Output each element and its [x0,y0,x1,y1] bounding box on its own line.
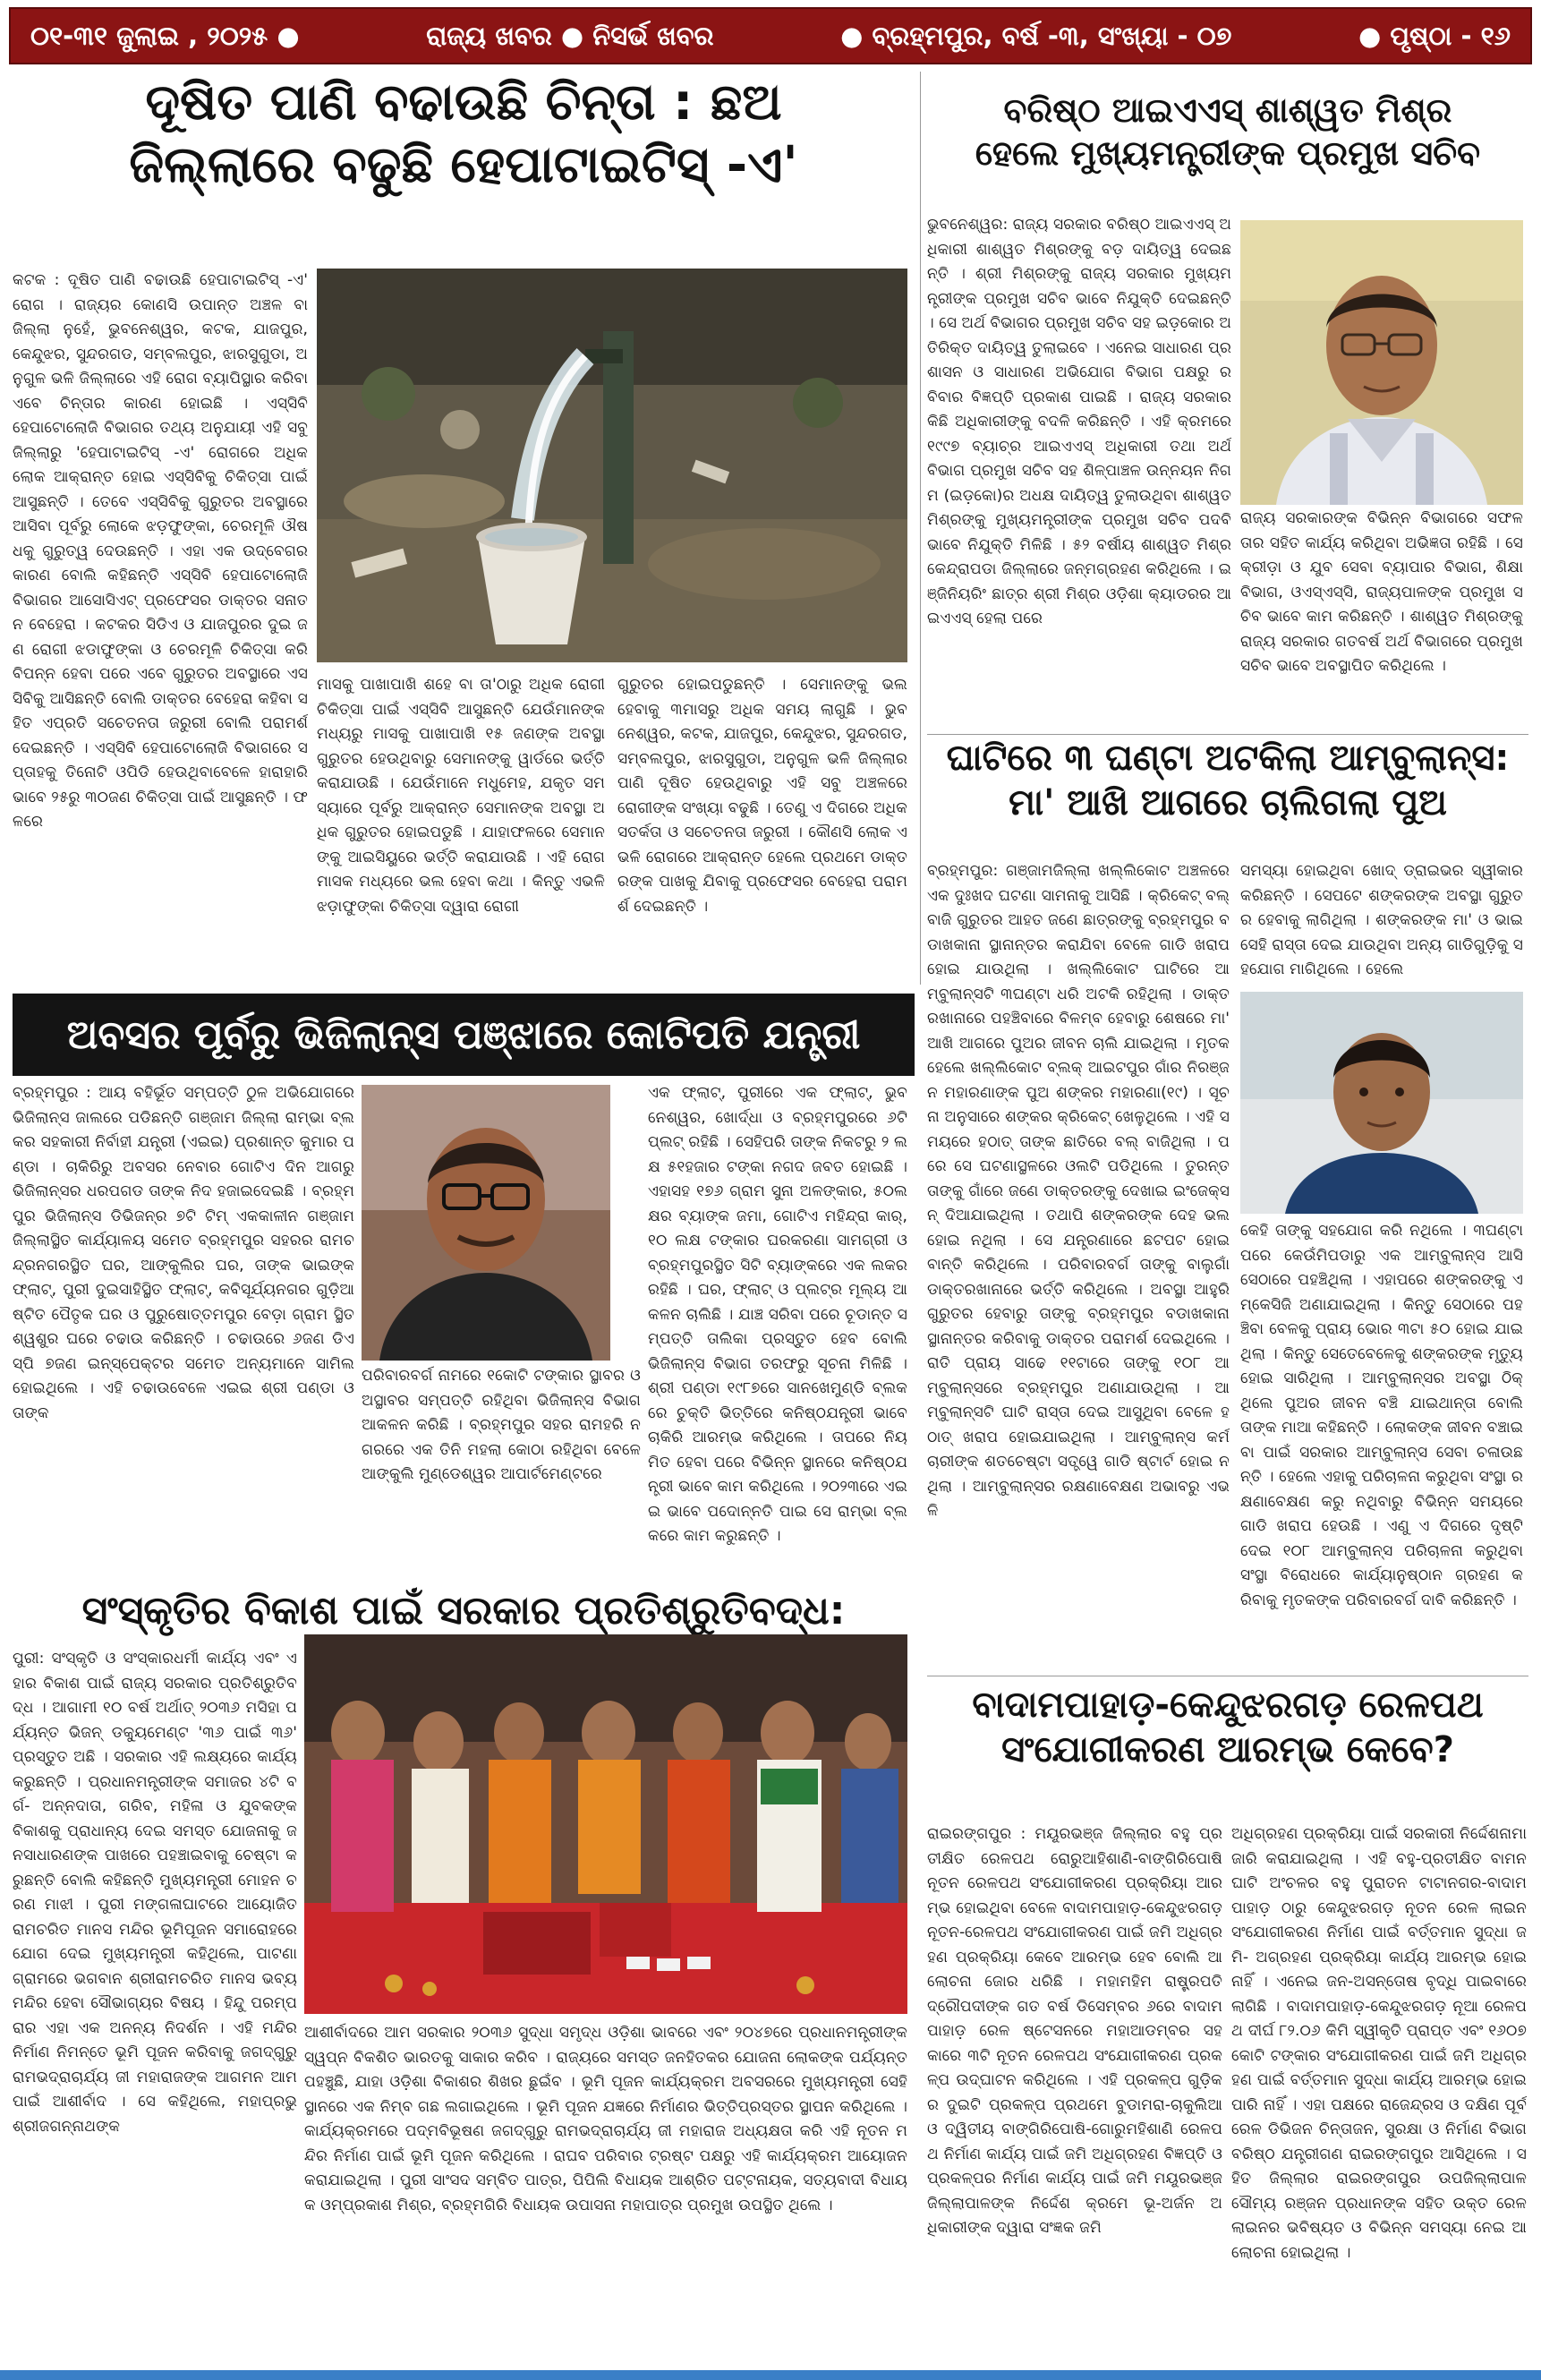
story2-body: ଭୁବନେଶ୍ୱର: ରାଜ୍ୟ ସରକାର ବରିଷ୍ଠ ଆଇଏଏସ୍ ଅଧିକାରୀ ଶାଶ୍ୱତ ମିଶ୍ରଙ୍କୁ ବଡ଼ ଦାୟିତ୍ୱ ଦେଇଛନ୍ତି । ଶ୍ରୀ ମିଶ୍ରଙ୍କୁ ରାଜ୍ୟ ସରକାର ମୁଖ୍ୟମନ୍ତ୍ରୀଙ୍କ ପ୍ରମୁଖ ସଚିବ ଭାବେ ନିଯୁକ୍ତି ଦେଇଛନ୍ତି । ସେ ଅର୍ଥ ବିଭାଗର ପ୍ରମୁଖ ସଚିବ ସହ ଇଡ଼କୋର ଅତିରିକ୍ତ ଦାୟିତ୍ୱ ତୁଲାଇବେ । ଏନେଇ ସାଧାରଣ ପ୍ରଶାସନ ଓ ସାଧାରଣ ଅଭିଯୋଗ ବିଭାଗ ପକ୍ଷରୁ ରବିବାର ବିଜ୍ଞପ୍ତି ପ୍ରକାଶ ପାଇଛି । ରାଜ୍ୟ ସରକାର କିଛି ଅଧିକାରୀଙ୍କୁ ବଦଳି କରିଛନ୍ତି । ଏହି କ୍ରମରେ ୧୯୯୭ ବ୍ୟାଚ୍‌ର ଆଇଏଏସ୍ ଅଧିକାରୀ ତଥା ଅର୍ଥ ବିଭାଗ ପ୍ରମୁଖ ସଚିବ ସହ ଶିଳ୍ପାଞ୍ଚଳ ଉନ୍ନୟନ ନିଗମ (ଇଡ଼କୋ)ର ଅଧକ୍ଷ ଦାୟିତ୍ୱ ତୁଲାଉଥିବା ଶାଶ୍ୱତ ମିଶ୍ରଙ୍କୁ ମୁଖ୍ୟମନ୍ତ୍ରୀଙ୍କ ପ୍ରମୁଖ ସଚିବ ପଦବି ଭାବେ ନିଯୁକ୍ତି ମିଳିଛି । ୫୨ ବର୍ଷୀୟ ଶାଶ୍ୱତ ମିଶ୍ର କେନ୍ଦ୍ରାପଡା ଜିଲ୍ଲାରେ ଜନ୍ମଗ୍ରହଣ କରିଥିଲେ । ଇଞ୍ଜିନିୟରିଂ ଛାତ୍ର ଶ୍ରୀ ମିଶ୍ର ଓଡ଼ିଶା କ୍ୟାଡରର ଆଇଏଏସ୍ ହେଲା ପରେ [927,216,1231,627]
story2-headline-line2: ହେଲେ ମୁଖ୍ୟମନ୍ତ୍ରୀଙ୍କ ପ୍ରମୁଖ ସଚିବ [975,132,1481,173]
water-tap-illustration [317,269,907,662]
masthead-sections: ରାଜ୍ୟ ଖବର ● ନିସର୍ଭ ଖବର [426,20,714,51]
column-divider [920,72,921,985]
story3-headline-line1: ଘାଟିରେ ୩ ଘଣ୍ଟା ଅଟକିଲା ଆମ୍ବୁଲାନ୍ସ: [946,738,1510,779]
story2-bottom-rule [927,734,1528,735]
story1-photo-water-tap [317,269,907,662]
story2-headline [927,90,1528,175]
portrait-engineer-illustration [362,1085,610,1361]
portrait-boy-illustration [1240,992,1523,1214]
story6-headline-line1: ବାଦାମପାହାଡ଼-କେନ୍ଦୁଝରଗଡ଼ ରେଳପଥ [972,1685,1484,1726]
masthead-date: ୦୧-୩୧ ଜୁଲାଇ , ୨୦୨୫ ● [30,20,300,51]
story3-column-2-bottom: କେହି ତାଙ୍କୁ ସହଯୋଗ କରି ନଥିଲେ । ୩ଘଣ୍ଟା ପରେ କେଉଁମିପଡାରୁ ଏକ ଆମ୍ବୁଲାନ୍ସ ଆସି ସେଠାରେ ପହଞ୍ଚିଥିଲା । ଏହାପରେ ଶଙ୍କରଙ୍କୁ ଏମ୍‌କେସିଜି ଅଣାଯାଇଥିଲା । କିନ୍ତୁ ସେଠାରେ ପହଞ୍ଚିବା ବେଳକୁ ପ୍ରାୟ ଭୋର ୩ଟା ୫୦ ହୋଇ ଯାଇଥିଲା । କିନ୍ତୁ ସେତେବେଳେକୁ ଶଙ୍କରଙ୍କ ମୃତ୍ୟୁ ହୋଇ ସାରିଥିଲା । ଆମ୍ବୁଲାନ୍ସର ଅବସ୍ଥା ଠିକ୍ ଥିଲେ ପୁଅର ଜୀବନ ବଞ୍ଚି ଯାଇଥାନ୍ତା ବୋଲି ତାଙ୍କ ମାଆ କହିଛନ୍ତି । ଲୋକଙ୍କ ଜୀବନ ବଞ୍ଚାଇବା ପାଇଁ ସରକାର ଆମ୍ବୁଲାନ୍ସ ସେବା ଚଳାଉଛନ୍ତି । ହେଲେ ଏହାକୁ ପରିଚାଳନା କରୁଥିବା ସଂସ୍ଥା ରକ୍ଷଣାବେକ୍ଷଣ କରୁ ନଥିବାରୁ ବିଭିନ୍ନ ସମୟରେ ଗାଡି ଖରାପ ହେଉଛି । ଏଣୁ ଏ ଦିଗରେ ଦୃଷ୍ଟି ଦେଇ ୧୦୮ ଆମ୍ବୁଲାନ୍ସ ପରିଚାଳନା କରୁଥିବା ସଂସ୍ଥା ବିରୋଧରେ କାର୍ଯ୍ୟାନୁଷ୍ଠାନ ଗ୍ରହଣ କରିବାକୁ ମୃତକଙ୍କ ପରିବାରବର୍ଗ ଦାବି କରିଛନ୍ତି । [1240,1222,1523,1609]
story3-column-2-top: ସମସ୍ୟା ହୋଇଥିବା ଖୋଦ୍ ଡ୍ରାଇଭର ସ୍ୱୀକାର କରିଛନ୍ତି । ସେପଟେ ଶଙ୍କରଙ୍କ ଅବସ୍ଥା ଗୁରୁତର ହେବାକୁ ଲାଗିଥିଲା । ଶଙ୍କରଙ୍କ ମା' ଓ ଭାଇ ସେହି ରାସ୍ତା ଦେଇ ଯାଉଥିବା ଅନ୍ୟ ଗାଡିଗୁଡ଼ିକୁ ସହଯୋଗ ମାଗିଥିଲେ । ହେଲେ [1240,862,1523,978]
story3-headline-line2: ମା' ଆଖି ଆଗରେ ଚାଲିଗଲା ପୁଅ [1009,782,1447,823]
story5-photo-ceremony [304,1634,907,2014]
story2-photo-portrait [1240,220,1523,505]
masthead-place: ● ବ୍ରହ୍ମପୁର, ବର୍ଷ -୩, ସଂଖ୍ୟା - ୦୭ [840,20,1232,51]
story1-headline-line1: ଦୂଷିତ ପାଣି ବଢାଉଛି ଚିନ୍ତା : ଛଅ [145,73,782,132]
story3-column-1: ବ୍ରହ୍ମପୁର: ଗଞ୍ଜାମଜିଲ୍ଲା ଖଲ୍ଲିକୋଟ ଅଞ୍ଚଳରେ ଏକ ଦୁଃଖଦ ଘଟଣା ସାମନାକୁ ଆସିଛି । କ୍ରିକେଟ୍ ବଲ୍ ବାଜି ଗୁରୁତର ଆହତ ଜଣେ ଛାତ୍ରଙ୍କୁ ବ୍ରହ୍ମପୁର ବଡାଖକାନା ସ୍ଥାନାନ୍ତର କରାଯିବା ବେଳେ ଗାଡି ଖରାପ ହୋଇ ଯାଉଥିଲା । ଖଲ୍ଲିକୋଟ ଘାଟିରେ ଆମ୍ବୁଲାନ୍ସଟି ୩ଘଣ୍ଟା ଧରି ଅଟକି ରହିଥିଲା । ଡାକ୍ତରଖାନାରେ ପହଞ୍ଚିବାରେ ବିଳମ୍ବ ହେବାରୁ ଶେଷରେ ମା' ଆଖି ଆଗରେ ପୁଅର ଜୀବନ ଚାଲି ଯାଇଥିଲା । ମୃତକ ହେଲେ ଖଲ୍ଲିକୋଟ ବ୍ଲକ୍ ଆଇଟପୁର ଗାଁର ନିରଞ୍ଜନ ମହାରଣାଙ୍କ ପୁଅ ଶଙ୍କର ମହାରଣା(୧୯) । ସୂଚନା ଅନୁସାରେ ଶଙ୍କର କ୍ରିକେଟ୍ ଖେଳୁଥିଲେ । ଏହି ସମୟରେ ହଠାତ୍ ତାଙ୍କ ଛାତିରେ ବଲ୍ ବାଜିଥିଲା । ପରେ ସେ ଘଟଣାସ୍ଥଳରେ ଓଲଟି ପଡିଥିଲେ । ତୁରନ୍ତ ତାଙ୍କୁ ଗାଁରେ ଜଣେ ଡାକ୍ତରଙ୍କୁ ଦେଖାଇ ଇଂଜେକ୍ସନ୍ ଦିଆଯାଇଥିଲା । ତଥାପି ଶଙ୍କରଙ୍କ ଦେହ ଭଲ ହୋଇ ନଥିଲା । ସେ ଯନ୍ତ୍ରଣାରେ ଛଟପଟ ହୋଇ ବାନ୍ତି କରିଥିଲେ । ପରିବାରବର୍ଗ ତାଙ୍କୁ ବାଲୁଗାଁ ଡାକ୍ତରଖାନାରେ ଭର୍ତ୍ତି କରିଥିଲେ । ଅବସ୍ଥା ଆହୁରି ଗୁରୁତର ହେବାରୁ ତାଙ୍କୁ ବ୍ରହ୍ମପୁର ବଡାଖକାନା ସ୍ଥାନାନ୍ତର କରିବାକୁ ଡାକ୍ତର ପରାମର୍ଶ ଦେଇଥିଲେ । ରାତି ପ୍ରାୟ ସାଢେ ୧୧ଟାରେ ତାଙ୍କୁ ୧୦୮ ଆମ୍ବୁଲାନ୍ସରେ ବ୍ରହ୍ମପୁର ଅଣାଯାଉଥିଲା । ଆମ୍ବୁଲାନ୍ସଟି ଘାଟି ରାସ୍ତା ଦେଇ ଆସୁଥିବା ବେଳେ ହଠାତ୍ ଖରାପ ହୋଇଯାଇଥିଲା । ଆମ୍ବୁଲାନ୍ସ କର୍ମଚାରୀଙ୍କ ଶତଚେଷ୍ଟା ସତ୍ତ୍ୱେ ଗାଡି ଷ୍ଟାର୍ଟ ହୋଇ ନଥିଲା । ଆମ୍ବୁଲାନ୍ସର ରକ୍ଷଣାବେକ୍ଷଣ ଅଭାବରୁ ଏଭଳି [927,862,1230,1520]
story4-column-1: ବ୍ରହ୍ମପୁର : ଆୟ ବହିର୍ଭୂତ ସମ୍ପତ୍ତି ଠୁଳ ଅଭିଯୋଗରେ ଭିଜିଲାନ୍ସ ଜାଲରେ ପଡିଛନ୍ତି ଗଞ୍ଜାମ ଜିଲ୍ଲା ରାମ୍‌ଭା ବ୍ଲକର ସହକାରୀ ନିର୍ବାହୀ ଯନ୍ତ୍ରୀ (ଏଇଇ) ପ୍ରଶାନ୍ତ କୁମାର ପଣ୍ଡା । ଚାକିରିରୁ ଅବସର ନେବାର ଗୋଟିଏ ଦିନ ଆଗରୁ ଭିଜିଲାନ୍ସର ଧରପଗଡ ତାଙ୍କ ନିଦ ହଜାଇଦେଇଛି । ବ୍ରହ୍ମପୁର ଭିଜିଲାନ୍ସ ଡିଭିଜନ୍‌ର ୭ଟି ଟିମ୍ ଏକକାଳୀନ ଗଞ୍ଜାମ ଜିଲ୍ଲାସ୍ଥିତ କାର୍ଯ୍ୟାଳୟ ସମେତ ବ୍ରହ୍ମପୁର ସହରର ରାମଚନ୍ଦ୍ରନଗରସ୍ଥିତ ଘର, ଆଙ୍କୁଲିର ଘର, ତାଙ୍କ ଭାଇଙ୍କ ଫ୍ଲାଟ୍, ପୁରୀ ଦୁଇସାହିସ୍ଥିତ ଫ୍ଲାଟ୍, କବିସୂର୍ଯ୍ୟନଗର ଗୁଡ଼ିଆଷ୍ଟିତ ପୈତୃକ ଘର ଓ ପୁରୁଷୋତ୍ତମପୁର ବେଡ଼ା ଗ୍ରାମ ସ୍ଥିତ ଶ୍ୱଶୁର ଘରେ ଚଢାଉ କରିଛନ୍ତି । ଚଢାଉରେ ୬ଜଣ ଡିଏସ୍‌ପି ୭ଜଣ ଇନ୍‌ସ୍ପେକ୍ଟର ସମେତ ଅନ୍ୟମାନେ ସାମିଲ ହୋଇଥିଲେ । ଏହି ଚଢାଉବେଳେ ଏଇଇ ଶ୍ରୀ ପଣ୍ଡା ଓ ତାଙ୍କ [13,1084,354,1422]
masthead [9,7,1532,64]
story6-headline-line2: ସଂଯୋଗୀକରଣ ଆରମ୍ଭ କେବେ? [1001,1729,1454,1770]
story4-headline: ଅବସର ପୂର୍ବରୁ ଭିଜିଲାନ୍ସ ପଞ୍ଝାରେ କୋଟିପତି ଯନ୍ତ୍ରୀ [13,994,915,1076]
page-bottom-bar [0,2370,1541,2380]
story4-caption: ପରିବାରବର୍ଗ ନାମରେ ୧କୋଟି ଟଙ୍କାର ସ୍ଥାବର ଓ ଅସ୍ଥାବର ସମ୍ପତ୍ତି ରହିଥିବା ଭିଜିଲାନ୍ସ ବିଭାଗ ଆକଳନ କରିଛି । ବ୍ରହ୍ମପୁର ସହର ରାମହରି ନଗରରେ ଏକ ତିନି ମହଲା କୋଠା ରହିଥିବା ବେଳେ ଆଙ୍କୁଲି ମୁଣ୍ଡେଶ୍ୱର ଆପାର୍ଟମେଣ୍ଟରେ [362,1367,641,1483]
story6-column-1: ରାଇରଙ୍ଗପୁର : ମୟୂରଭଞ୍ଜ ଜିଲ୍ଲାର ବହୁ ପ୍ରତୀକ୍ଷିତ ରେଳପଥ ରୋରୁଆହିଶାଣି-ବାଙ୍ଗିରିପୋଷି ନୂତନ ରେଳପଥ ସଂଯୋଗୀକରଣ ପ୍ରକ୍ରିୟା ଆରମ୍ଭ ହୋଇଥିବା ବେଳେ ବାଦାମପାହାଡ଼-କେନ୍ଦୁଝରଗଡ଼ ନୂତନ-ରେଳପଥ ସଂଯୋଗୀକରଣ ପାଇଁ ଜମି ଅଧିଗ୍ରହଣ ପ୍ରକ୍ରିୟା କେବେ ଆରମ୍ଭ ହେବ ବୋଲି ଆଲୋଚନା ଜୋର ଧରିଛି । ମହାମହିମ ରାଷ୍ଟ୍ରପତି ଦ୍ରୌପଦୀଙ୍କ ଗତ ବର୍ଷ ଡିସେମ୍ବର ୬ରେ ବାଦାମପାହାଡ଼ ରେଳ ଷ୍ଟେସନରେ ମହାଆଡମ୍ବର ସହକାରେ ୩ଟି ନୂତନ ରେଳପଥ ସଂଯୋଗୀକରଣ ପ୍ରକଳ୍ପ ଉଦ୍‌ଘାଟନ କରିଥିଲେ । ଏହି ପ୍ରକଳ୍ପ ଗୁଡ଼ିକର ଦୁଇଟି ପ୍ରକଳ୍ପ ପ୍ରଥମେ ବୁଡାମରା-ଚାକୁଲିଆ ଓ ଦ୍ୱିତୀୟ ବାଙ୍ଗିରିପୋଷି-ଗୋରୁମହିଶାଣି ରେଳପଥ ନିର୍ମାଣ କାର୍ଯ୍ୟ ପାଇଁ ଜମି ଅଧିଗ୍ରହଣ ବିଜ୍ଞପ୍ତି ଓ ପ୍ରକଳ୍ପର ନିର୍ମାଣ କାର୍ଯ୍ୟ ପାଇଁ ଜମି ମୟୂରଭଞ୍ଜ ଜିଲ୍ଲାପାଳଙ୍କ ନିର୍ଦ୍ଦେଶ କ୍ରମେ ଭୂ-ଅର୍ଜନ ଅଧିକାରୀଙ୍କ ଦ୍ୱାରା ସଂଜ୍ଞକ ଜମି [927,1825,1222,2237]
story5-column-2: ଆଶୀର୍ବାଦରେ ଆମ ସରକାର ୨୦୩୬ ସୁଦ୍ଧା ସମୃଦ୍ଧ ଓଡ଼ିଶା ଭାବରେ ଏବଂ ୨୦୪୭ରେ ପ୍ରଧାନମନ୍ତ୍ରୀଙ୍କ ସ୍ୱପ୍ନ ବିକଶିତ ଭାରତକୁ ସାକାର କରିବ । ରାଜ୍ୟରେ ସମସ୍ତ ଜନହିତକର ଯୋଜନା ଲୋକଙ୍କ ପର୍ଯ୍ୟନ୍ତ ପହଞ୍ଚୁଛି, ଯାହା ଓଡ଼ିଶା ବିକାଶର ଶିଖର ଛୁଇଁବ । ଭୂମି ପୂଜନ କାର୍ଯ୍ୟକ୍ରମ ଅବସରରେ ମୁଖ୍ୟମନ୍ତ୍ରୀ ସେହି ସ୍ଥାନରେ ଏକ ନିମ୍ବ ଗଛ ଲଗାଇଥିଲେ । ଭୂମି ପୂଜନ ଯଜ୍ଞରେ ନିର୍ମାଣର ଭିତ୍ତିପ୍ରସ୍ତର ସ୍ଥାପନ କରିଥିଲେ । କାର୍ଯ୍ୟକ୍ରମରେ ପଦ୍ମବିଭୂଷଣ ଜଗଦ୍‌ଗୁରୁ ରାମଭଦ୍ରାଚାର୍ଯ୍ୟ ଜୀ ମହାରାଜ ଅଧ୍ୟକ୍ଷତା କରି ଏହି ନୂତନ ମନ୍ଦିର ନିର୍ମାଣ ପାଇଁ ଭୂମି ପୂଜନ କରିଥିଲେ । ରାଘବ ପରିବାର ଟ୍ରଷ୍ଟ ପକ୍ଷରୁ ଏହି କାର୍ଯ୍ୟକ୍ରମ ଆୟୋଜନ କରାଯାଇଥିଲା । ପୁରୀ ସାଂସଦ ସମ୍ବିତ ପାତ୍ର, ପିପିଲି ବିଧାୟକ ଆଶ୍ରିତ ପଟ୍ଟନାୟକ, ସତ୍ୟବାଦୀ ବିଧାୟକ ଓମ୍‌ପ୍ରକାଶ ମିଶ୍ର, ବ୍ରହ୍ମଗିରି ବିଧାୟକ ଉପାସନା ମହାପାତ୍ର ପ୍ରମୁଖ ଉପସ୍ଥିତ ଥିଲେ । [304,2024,907,2214]
story1-column-3: ଗୁରୁତର ହୋଇପଡୁଛନ୍ତି । ସେମାନଙ୍କୁ ଭଲ ହେବାକୁ ୩ମାସରୁ ଅଧିକ ସମୟ ଲାଗୁଛି । ଭୁବନେଶ୍ୱର, କଟକ, ଯାଜପୁର, କେନ୍ଦୁଝର, ସୁନ୍ଦରଗଡ, ସମ୍ବଲପୁର, ଝାରସୁଗୁଡା, ଅନୁଗୁଳ ଭଳି ଜିଲ୍ଲାର ପାଣି ଦୂଷିତ ହେଉଥିବାରୁ ଏହି ସବୁ ଅଞ୍ଚଳରେ ରୋଗୀଙ୍କ ସଂଖ୍ୟା ବଢୁଛି । ତେଣୁ ଏ ଦିଗରେ ଅଧିକ ସତର୍କତା ଓ ସଚେତନତା ଜରୁରୀ । କୌଣସି ଲୋକ ଏଭଳି ରୋଗରେ ଆକ୍ରାନ୍ତ ହେଲେ ପ୍ରଥମେ ଡାକ୍ତରଙ୍କ ପାଖକୁ ଯିବାକୁ ପ୍ରଫେସର ବେହେରା ପରାମର୍ଶ ଦେଇଛନ୍ତି । [617,676,907,916]
story1-column-2: ମାସକୁ ପାଖାପାଖି ଶହେ ବା ତା'ଠାରୁ ଅଧିକ ରୋଗୀ ଚିକିତ୍ସା ପାଇଁ ଏସ୍‌ସିବି ଆସୁଛନ୍ତି ଯେଉଁମାନଙ୍କ ମଧ୍ୟରୁ ମାସକୁ ପାଖାପାଖି ୧୫ ଜଣଙ୍କ ଅବସ୍ଥା ଗୁରୁତର ହେଉଥିବାରୁ ସେମାନଙ୍କୁ ୱାର୍ଡରେ ଭର୍ତ୍ତି କରାଯାଉଛି । ଯେଉଁମାନେ ମଧୁମେହ, ଯକୃତ ସମସ୍ୟାରେ ପୂର୍ବରୁ ଆକ୍ରାନ୍ତ ସେମାନଙ୍କ ଅବସ୍ଥା ଅଧିକ ଗୁରୁତର ହୋଇପଡୁଛି । ଯାହାଫଳରେ ସେମାନଙ୍କୁ ଆଇସିୟୁରେ ଭର୍ତ୍ତି କରାଯାଉଛି । ଏହି ରୋଗ ମାସକ ମଧ୍ୟରେ ଭଲ ହେବା କଥା । କିନ୍ତୁ ଏଭଳି ଝଡ଼ାଫୁଙ୍କା ଚିକିତ୍ସା ଦ୍ୱାରା ରୋଗୀ [317,676,605,916]
story1-headline [13,72,915,197]
story2-headline-line1: ବରିଷ୍ଠ ଆଇଏଏସ୍ ଶାଶ୍ୱତ ମିଶ୍ର [1003,90,1452,130]
story4-photo-engineer [362,1085,610,1361]
story2-caption: ରାଜ୍ୟ ସରକାରଙ୍କ ବିଭିନ୍ନ ବିଭାଗରେ ସଫଳତାର ସହିତ କାର୍ଯ୍ୟ କରିଥିବା ଅଭିଜ୍ଞତା ରହିଛି । ସେ କ୍ରୀଡ଼ା ଓ ଯୁବ ସେବା ବ୍ୟାପାର ବିଭାଗ, ଶିକ୍ଷା ବିଭାଗ, ଓଏସ୍‌ଏସ୍‌ସି, ରାଜ୍ୟପାଳଙ୍କ ପ୍ରମୁଖ ସଚିବ ଭାବେ କାମ କରିଛନ୍ତି । ଶାଶ୍ୱତ ମିଶ୍ରଙ୍କୁ ରାଜ୍ୟ ସରକାର ଗତବର୍ଷ ଅର୍ଥ ବିଭାଗରେ ପ୍ରମୁଖ ସଚିବ ଭାବେ ଅବସ୍ଥାପିତ କରିଥିଲେ । [1240,509,1523,675]
masthead-page-number: ● ପୃଷ୍ଠା - ୧୬ [1358,20,1511,51]
story5-headline: ସଂସ୍କୃତିର ବିକାଶ ପାଇଁ ସରକାର ପ୍ରତିଶ୍ରୁତିବଦ୍ଧ: [81,1588,846,1634]
story3-photo-boy [1240,992,1523,1214]
story4-column-3: ଏକ ଫ୍ଲାଟ୍, ପୁରୀରେ ଏକ ଫ୍ଲାଟ୍, ଭୁବନେଶ୍ୱର, ଖୋର୍ଦ୍ଧା ଓ ବ୍ରହ୍ମପୁରରେ ୬ଟି ପ୍ଲଟ୍ ରହିଛି । ସେହିପରି ତାଙ୍କ ନିକଟରୁ ୨ ଲକ୍ଷ ୫୧ହଜାର ଟଙ୍କା ନଗଦ ଜବତ ହୋଇଛି । ଏହାସହ ୧୭୬ ଗ୍ରାମ ସୁନା ଅଳଙ୍କାର, ୫୦ଲକ୍ଷର ବ୍ୟାଙ୍କ ଜମା, ଗୋଟିଏ ମହିନ୍ଦ୍ରା କାର୍, ୧୦ ଲକ୍ଷ ଟଙ୍କାର ଘରକରଣା ସାମଗ୍ରୀ ଓ ବ୍ରହ୍ମପୁରସ୍ଥିତ ସିଟି ବ୍ୟାଙ୍କରେ ଏକ ଲକର ରହିଛି । ଘର, ଫ୍ଲାଟ୍ ଓ ପ୍ଲଟ୍‌ର ମୂଲ୍ୟ ଆକଳନ ଚାଲିଛି । ଯାଞ୍ଚ ସରିବା ପରେ ଚୂଡାନ୍ତ ସମ୍ପତ୍ତି ତାଲିକା ପ୍ରସ୍ତୁତ ହେବ ବୋଲି ଭିଜିଲାନ୍ସ ବିଭାଗ ତରଫରୁ ସୂଚନା ମିଳିଛି । ଶ୍ରୀ ପଣ୍ଡା ୧୯୮୭ରେ ସାନଖେମୁଣ୍ଡି ବ୍ଲକରେ ଚୁକ୍ତି ଭିତ୍ତିରେ କନିଷ୍ଠଯନ୍ତ୍ରୀ ଭାବେ ଚାକିରି ଆରମ୍ଭ କରିଥିଲେ । ତାପରେ ନିୟମିତ ହେବା ପରେ ବିଭିନ୍ନ ସ୍ଥାନରେ କନିଷ୍ଠଯନ୍ତ୍ରୀ ଭାବେ କାମ କରିଥିଲେ । ୨୦୨୩ରେ ଏଇଇ ଭାବେ ପଦୋନ୍ନତି ପାଇ ସେ ରାମ୍‌ଭା ବ୍ଲକରେ କାମ କରୁଛନ୍ତି । [648,1084,907,1545]
portrait-man-illustration [1240,220,1523,505]
story3-headline [927,736,1528,825]
story5-column-1: ପୁରୀ: ସଂସ୍କୃତି ଓ ସଂସ୍କାରଧର୍ମୀ କାର୍ଯ୍ୟ ଏବଂ ଏହାର ବିକାଶ ପାଇଁ ରାଜ୍ୟ ସରକାର ପ୍ରତିଶ୍ରୁତିବଦ୍ଧ । ଆଗାମୀ ୧୦ ବର୍ଷ ଅର୍ଥାତ୍ ୨୦୩୬ ମସିହା ପର୍ଯ୍ୟନ୍ତ ଭିଜନ୍ ଡକ୍ୟୁମେଣ୍ଟ '୩୬ ପାଇଁ ୩୬' ପ୍ରସ୍ତୁତ ଅଛି । ସରକାର ଏହି ଲକ୍ଷ୍ୟରେ କାର୍ଯ୍ୟ କରୁଛନ୍ତି । ପ୍ରଧାନମନ୍ତ୍ରୀଙ୍କ ସମାଜର ୪ଟି ବର୍ଗ- ଅନ୍ନଦାତା, ଗରିବ, ମହିଳା ଓ ଯୁବକଙ୍କ ବିକାଶକୁ ପ୍ରାଧାନ୍ୟ ଦେଇ ସମସ୍ତ ଯୋଜନାକୁ ଜନସାଧାରଣଙ୍କ ପାଖରେ ପହଞ୍ଚାଇବାକୁ ଚେଷ୍ଟା କରୁଛନ୍ତି ବୋଲି କହିଛନ୍ତି ମୁଖ୍ୟମନ୍ତ୍ରୀ ମୋହନ ଚରଣ ମାଝୀ । ପୁରୀ ମଙ୍ଗଳାଘାଟରେ ଆୟୋଜିତ ରାମଚରିତ ମାନସ ମନ୍ଦିର ଭୂମିପୂଜନ ସମାରୋହରେ ଯୋଗ ଦେଇ ମୁଖ୍ୟମନ୍ତ୍ରୀ କହିଥିଲେ, ପାଟଣା ଗ୍ରାମରେ ଭଗବାନ ଶ୍ରୀରାମଚରିତ ମାନସ ଭବ୍ୟ ମନ୍ଦିର ହେବା ସୌଭାଗ୍ୟର ବିଷୟ । ହିନ୍ଦୁ ପରମ୍ପରାର ଏହା ଏକ ଅନନ୍ୟ ନିଦର୍ଶନ । ଏହି ମନ୍ଦିର ନିର୍ମାଣ ନିମନ୍ତେ ଭୂମି ପୂଜନ କରିବାକୁ ଜଗଦ୍‌ଗୁରୁ ରାମଭଦ୍ରାଚାର୍ଯ୍ୟ ଜୀ ମହାରାଜଙ୍କ ଆଗମନ ଆମ ପାଇଁ ଆଶୀର୍ବାଦ । ସେ କହିଥିଲେ, ମହାପ୍ରଭୁ ଶ୍ରୀଜଗନ୍ନାଥଙ୍କ [13,1650,297,2136]
story1-column-1: କଟକ : ଦୂଷିତ ପାଣି ବଢାଉଛି ହେପାଟାଇଟିସ୍ -ଏ' ରୋଗ । ରାଜ୍ୟର କୋଣସି ଉପାନ୍ତ ଅଞ୍ଚଳ ବା ଜିଲ୍ଲା ନୁହେଁ, ଭୁବନେଶ୍ୱର, କଟକ, ଯାଜପୁର, କେନ୍ଦୁଝର, ସୁନ୍ଦରଗଡ, ସମ୍ବଲପୁର, ଝାରସୁଗୁଡା, ଅନୁଗୁଳ ଭଳି ଜିଲ୍ଲାରେ ଏହି ରୋଗ ବ୍ୟାପିସ୍ଥାର କରିବା ଏବେ ଚିନ୍ତାର କାରଣ ହୋଇଛି । ଏସ୍‌ସିବି ହେପାଟୋଲୋଜି ବିଭାଗର ତଥ୍ୟ ଅନୁଯାୟୀ ଏହି ସବୁ ଜିଲ୍ଲାରୁ 'ହେପାଟାଇଟିସ୍ -ଏ' ରୋଗରେ ଅଧିକ ଲୋକ ଆକ୍ରାନ୍ତ ହୋଇ ଏସ୍‌ସିବିକୁ ଚିକିତ୍ସା ପାଇଁ ଆସୁଛନ୍ତି । ତେବେ ଏସ୍‌ସିବିକୁ ଗୁରୁତର ଅବସ୍ଥାରେ ଆସିବା ପୂର୍ବରୁ ଲୋକେ ଝଡ଼ଫୁଙ୍କା, ଚେରମୂଳି ଔଷଧକୁ ଗୁରୁତ୍ୱ ଦେଉଛନ୍ତି । ଏହା ଏକ ଉଦ୍‌ବେଗର କାରଣ ବୋଲି କହିଛନ୍ତି ଏସ୍‌ସିବି ହେପାଟୋଲୋଜି ବିଭାଗର ଆସୋସିଏଟ୍ ପ୍ରଫେସର ଡାକ୍ତର ସନାତନ ବେହେରା । କଟକର ସିଡିଏ ଓ ଯାଜପୁରର ଦୁଇ ଜଣ ରୋଗୀ ଝଡାଫୁଙ୍କା ଓ ଚେରମୂଳି ଚିକିତ୍ସା କରି ବିପନ୍ନ ହେବା ପରେ ଏବେ ଗୁରୁତର ଅବସ୍ଥାରେ ଏସସିବିକୁ ଆସିଛନ୍ତି ବୋଲି ଡାକ୍ତର ବେହେରା କହିବା ସହିତ ଏପ୍ରତି ସଚେତନତା ଜରୁରୀ ବୋଲି ପରାମର୍ଶ ଦେଇଛନ୍ତି । ଏସ୍‌ସିବି ହେପାଟୋଲୋଜି ବିଭାଗରେ ସପ୍ତାହକୁ ତିନୋଟି ଓପିଡି ହେଉଥିବାବେଳେ ହାରାହାରି ଭାବେ ୨୫ରୁ ୩୦ଜଣ ଚିକିତ୍ସା ପାଇଁ ଆସୁଛନ୍ତି । ଫଳରେ [13,271,308,831]
story1-headline-line2: ଜିଲ୍ଲାରେ ବଢୁଛି ହେପାଟାଇଟିସ୍ -ଏ' [129,136,798,194]
story6-headline [927,1683,1528,1772]
story6-column-2: ଅଧିଗ୍ରହଣ ପ୍ରକ୍ରିୟା ପାଇଁ ସରକାରୀ ନିର୍ଦ୍ଦେଶନାମା ଜାରି କରାଯାଇଥିଲା । ଏହି ବହୁ-ପ୍ରତୀକ୍ଷିତ ବାମନଘାଟି ଅଂଚଳର ବହୁ ପୁରାତନ ଟାଟାନଗର-ବାଦାମ ପାହାଡ଼ ଠାରୁ କେନ୍ଦୁଝରଗଡ଼ ନୂତନ ରେଳ ଲାଇନ ସଂଯୋଗୀକରଣ ନିର୍ମାଣ ପାଇଁ ବର୍ତ୍ତମାନ ସୁଦ୍ଧା ଜମି- ଅଗ୍ରହଣ ପ୍ରକ୍ରିୟା କାର୍ଯ୍ୟ ଆରମ୍ଭ ହୋଇନାହିଁ । ଏନେଇ ଜନ-ଅସନ୍ତୋଷ ବୃଦ୍ଧି ପାଇବାରେ ଲାଗିଛି । ବାଦାମପାହାଡ଼-କେନ୍ଦୁଝରଗଡ଼ ନୂଆ ରେଳପଥ ଦୀର୍ଘ ୮୨.୦୬ କିମି ସ୍ୱୀକୃତି ପ୍ରାପ୍ତ ଏବଂ ୧୬୦୭ କୋଟି ଟଙ୍କାର ସଂଯୋଗୀକରଣ ପାଇଁ ଜମି ଅଧିଗ୍ରହଣ ପାଇଁ ବର୍ତ୍ତମାନ ସୁଦ୍ଧା କାର୍ଯ୍ୟ ଆରମ୍ଭ ହୋଇପାରି ନାହିଁ । ଏହା ପକ୍ଷରେ ରାଜେନ୍ଦ୍ରସ ଓ ଦକ୍ଷିଣ ପୂର୍ବ ରେଳ ଡିଭିଜନ ଚିନ୍ତାଜନ, ସୁରକ୍ଷା ଓ ନିର୍ମାଣ ବିଭାଗ ବରିଷ୍ଠ ଯନ୍ତ୍ରୀଗଣ ରାଇରଙ୍ଗପୁର ଆସିଥିଲେ । ସହିତ ଜିଲ୍ଲାର ରାଇରଙ୍ଗପୁର ଉପଜିଲ୍ଲାପାଳ ସୌମ୍ୟ ରଞ୍ଜନ ପ୍ରଧାନଙ୍କ ସହିତ ଉକ୍ତ ରେଳ ଲାଇନର ଭବିଷ୍ୟତ ଓ ବିଭିନ୍ନ ସମସ୍ୟା ନେଇ ଆଲୋଚନା ହୋଇଥିଲା । [1231,1825,1527,2262]
ceremony-illustration [304,1634,907,2014]
